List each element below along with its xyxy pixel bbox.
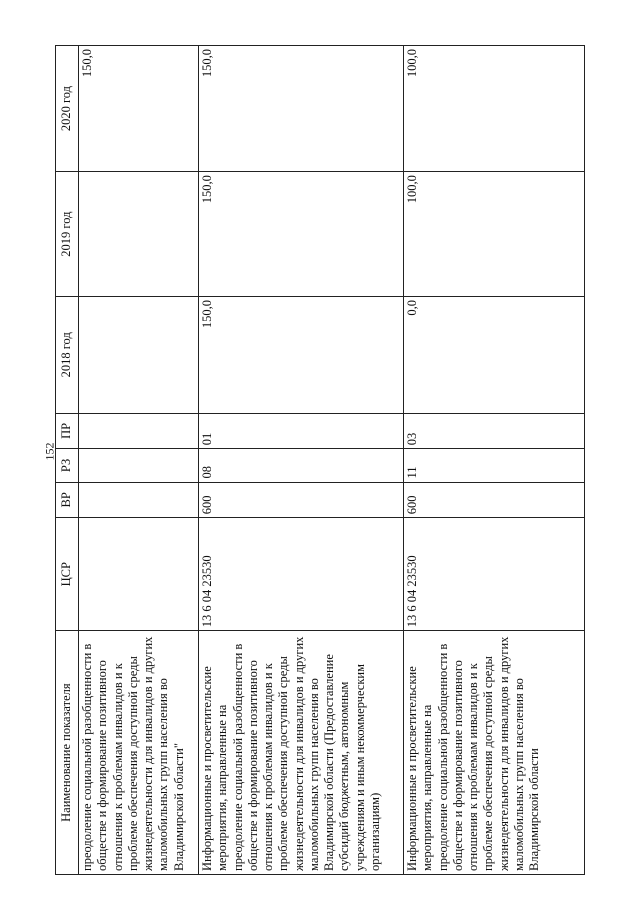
cell-vr: 600 — [404, 482, 585, 518]
cell-csr: 13 6 04 23530 — [199, 518, 404, 631]
cell-2019: 150,0 — [199, 172, 404, 297]
cell-2020: 150,0 — [79, 46, 199, 172]
header-vr: ВР — [56, 482, 79, 518]
header-csr: ЦСР — [56, 518, 79, 631]
header-indicator-name: Наименование показателя — [56, 631, 79, 875]
page-number: 152 — [42, 442, 57, 461]
header-2018: 2018 год — [56, 297, 79, 414]
header-pr: ПР — [56, 413, 79, 449]
table-row — [404, 46, 585, 875]
cell-vr — [79, 482, 199, 518]
budget-table — [55, 45, 585, 875]
cell-2018: 0,0 — [404, 297, 585, 414]
cell-indicator-name: преодоление социальной разобщенности в обществе и формирование позитивного отношения к проблемам инвалидов и к проблеме обеспечения доступной среды жизнедеятельности для инвалидов и других маломобильных групп населения во Владимирской области" — [79, 631, 199, 875]
cell-2020: 100,0 — [404, 46, 585, 172]
cell-indicator-name: Информационные и просветительские мероприятия, направленные на преодоление социальной разобщенности в обществе и формирование позитивного отношения к проблемам инвалидов и к проблеме обеспечения доступной среды жизнедеятельности для инвалидов и других маломобильных групп населения во Владимирской области — [404, 631, 585, 875]
header-rz: РЗ — [56, 449, 79, 482]
table-row — [199, 46, 404, 875]
table-header-row — [56, 46, 79, 875]
cell-rz: 08 — [199, 449, 404, 482]
cell-2018: 150,0 — [199, 297, 404, 414]
cell-2020: 150,0 — [199, 46, 404, 172]
cell-rz: 11 — [404, 449, 585, 482]
cell-2019: 100,0 — [404, 172, 585, 297]
cell-csr: 13 6 04 23530 — [404, 518, 585, 631]
cell-rz — [79, 449, 199, 482]
cell-pr — [79, 413, 199, 449]
cell-2019 — [79, 172, 199, 297]
cell-vr: 600 — [199, 482, 404, 518]
cell-2018 — [79, 297, 199, 414]
cell-pr: 03 — [404, 413, 585, 449]
cell-indicator-name: Информационные и просветительские мероприятия, направленные на преодоление социальной разобщенности в обществе и формирование позитивного отношения к проблемам инвалидов и к проблеме обеспечения доступной среды жизнедеятельности для инвалидов и других маломобильных групп населения во Владимирской области (Предоставление субсидий бюджетным, автономным учреждениям и иным некоммерческим организациям) — [199, 631, 404, 875]
table-row — [79, 46, 199, 875]
cell-pr: 01 — [199, 413, 404, 449]
header-2019: 2019 год — [56, 172, 79, 297]
cell-csr — [79, 518, 199, 631]
header-2020: 2020 год — [56, 46, 79, 172]
